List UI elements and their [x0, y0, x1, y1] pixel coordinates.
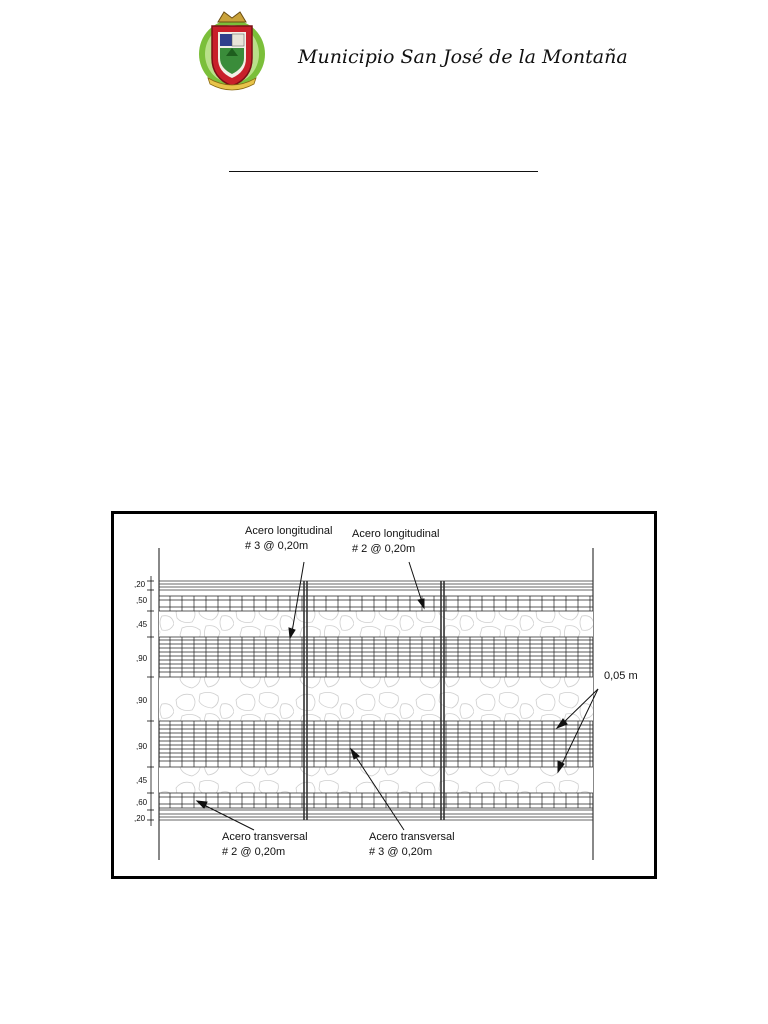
reinforcement-drawing	[111, 511, 657, 879]
top-slab-lines	[159, 581, 593, 590]
mesh-bottom-thin	[159, 793, 593, 808]
municipal-coat-of-arms-icon	[196, 8, 268, 92]
dim-label: ,90	[136, 654, 148, 663]
dim-label: ,50	[136, 596, 148, 605]
mesh-upper	[159, 637, 593, 677]
dim-label: ,90	[136, 696, 148, 705]
dim-label: ,60	[136, 798, 148, 807]
label-transversal-3: Acero transversal # 3 @ 0,20m	[369, 831, 455, 858]
mesh-top-thin	[159, 596, 593, 611]
stone-fill-middle	[159, 677, 593, 721]
label-longitudinal-2: Acero longitudinal # 2 @ 0,20m	[352, 528, 440, 555]
dim-label: ,45	[136, 776, 148, 785]
label-transversal-2: Acero transversal # 2 @ 0,20m	[222, 831, 308, 858]
title-underline	[229, 171, 538, 172]
label-longitudinal-3: Acero longitudinal # 3 @ 0,20m	[245, 525, 333, 552]
stone-fill-lower	[159, 767, 593, 793]
municipality-name: Municipio San José de la Montaña	[298, 46, 628, 68]
stone-fill-upper	[159, 611, 593, 637]
dim-label: ,45	[136, 620, 148, 629]
rebar-layout-svg	[114, 514, 660, 882]
dim-label: ,20	[134, 814, 146, 823]
mesh-lower	[159, 721, 593, 767]
label-cover: 0,05 m	[604, 670, 638, 682]
dim-label: ,20	[134, 580, 146, 589]
dim-label: ,90	[136, 742, 148, 751]
dimension-ticks	[147, 576, 154, 826]
page-header	[0, 0, 768, 100]
